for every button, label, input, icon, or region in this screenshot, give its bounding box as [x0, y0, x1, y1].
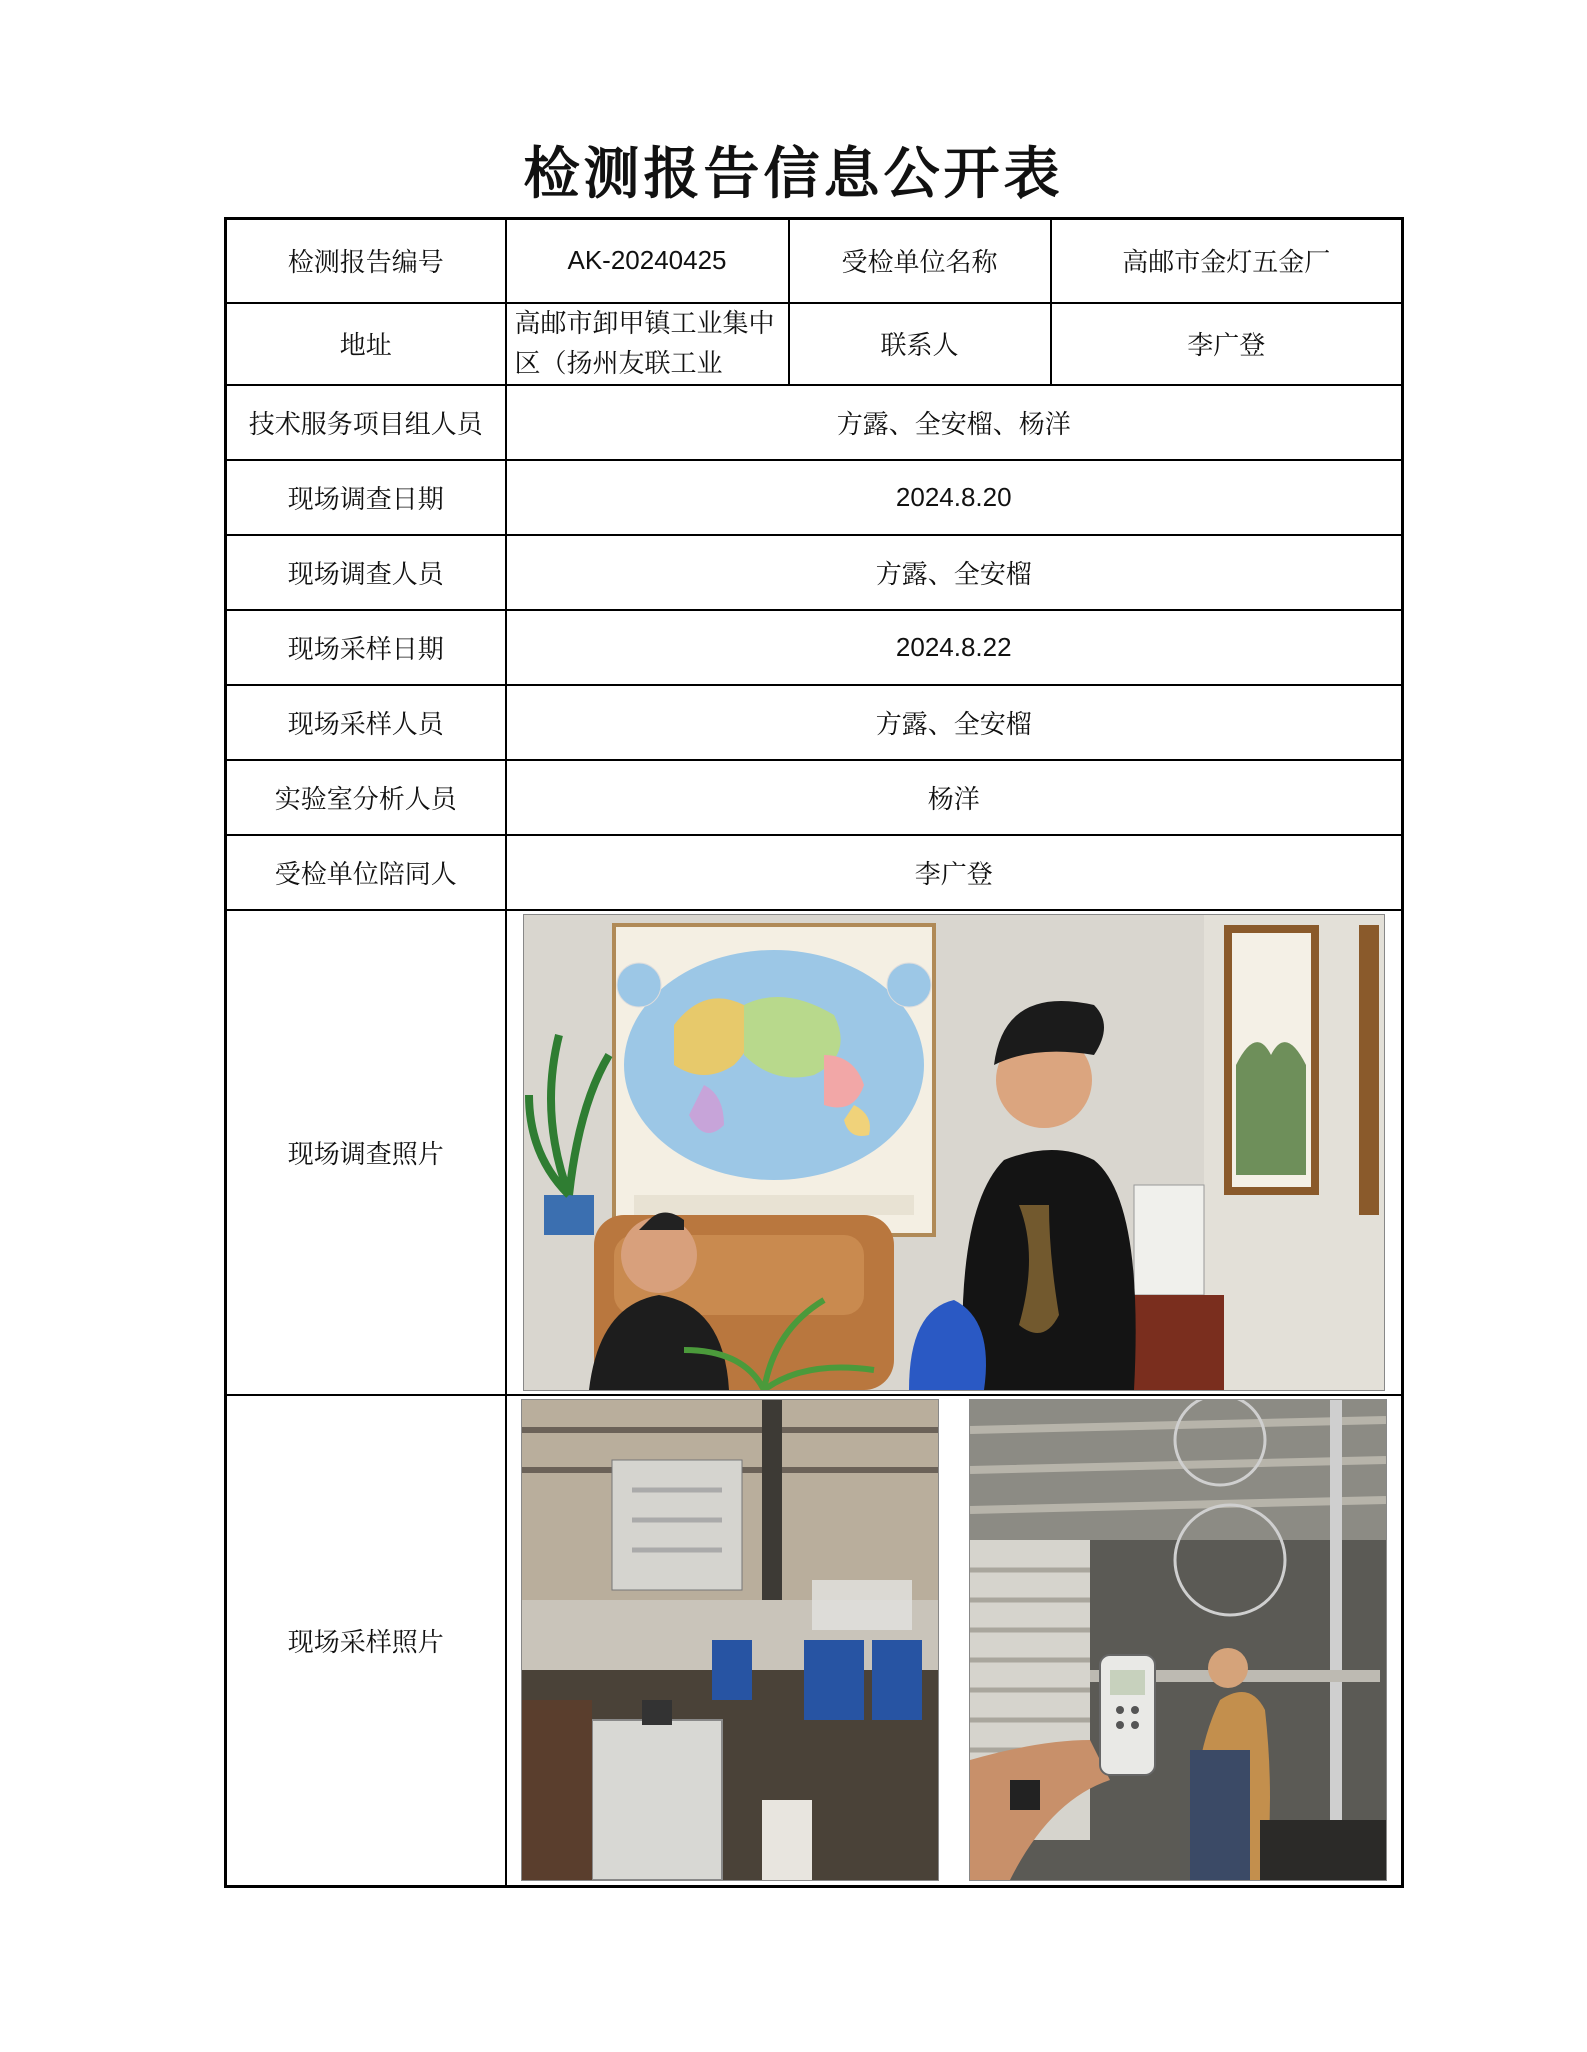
report-table: [224, 217, 1404, 1888]
lab-staff-value: 杨洋: [506, 760, 1403, 835]
sampling-photo-label: 现场采样照片: [226, 1395, 506, 1887]
survey-photo-label: 现场调查照片: [226, 910, 506, 1395]
survey-photo: [523, 914, 1385, 1391]
address-cell: [506, 303, 789, 385]
survey-date-value: 2024.8.20: [506, 460, 1403, 535]
sampling-date-value: 2024.8.22: [506, 610, 1403, 685]
survey-date-label: 现场调查日期: [226, 460, 506, 535]
sampling-photo-left-image: [522, 1400, 938, 1880]
table-row: [226, 685, 1403, 760]
sampling-staff-value: 方露、全安榴: [506, 685, 1403, 760]
lab-staff-label: 实验室分析人员: [226, 760, 506, 835]
table-row: [226, 219, 1403, 303]
report-no-label: 检测报告编号: [226, 219, 506, 303]
team-value: 方露、全安榴、杨洋: [506, 385, 1403, 460]
escort-label: 受检单位陪同人: [226, 835, 506, 910]
contact-value: 李广登: [1051, 303, 1403, 385]
unit-name-value: 高邮市金灯五金厂: [1051, 219, 1403, 303]
sampling-photo-right: [969, 1399, 1387, 1881]
sampling-photo-right-image: [970, 1400, 1386, 1880]
table-row: [226, 760, 1403, 835]
escort-value: 李广登: [506, 835, 1403, 910]
survey-staff-label: 现场调查人员: [226, 535, 506, 610]
survey-staff-value: 方露、全安榴: [506, 535, 1403, 610]
address-value: 高邮市卸甲镇工业集中区（扬州友联工业: [514, 308, 775, 379]
sampling-date-label: 现场采样日期: [226, 610, 506, 685]
sampling-staff-label: 现场采样人员: [226, 685, 506, 760]
page-title: 检测报告信息公开表: [523, 142, 1064, 207]
sampling-photo-left: [521, 1399, 939, 1881]
table-row: [226, 303, 1403, 385]
table-row: [226, 910, 1403, 1395]
table-row: [226, 835, 1403, 910]
address-label: 地址: [226, 303, 506, 385]
table-row: [226, 610, 1403, 685]
table-row: [226, 460, 1403, 535]
table-row: [226, 385, 1403, 460]
unit-name-label: 受检单位名称: [789, 219, 1051, 303]
table-row: [226, 535, 1403, 610]
survey-photo-image: [524, 915, 1384, 1390]
table-row: [226, 1395, 1403, 1887]
sampling-photo-grid: [507, 1399, 1402, 1881]
survey-photo-cell: [506, 910, 1403, 1395]
sampling-photo-cell: [506, 1395, 1403, 1887]
report-no-value: AK-20240425: [506, 219, 789, 303]
team-label: 技术服务项目组人员: [226, 385, 506, 460]
contact-label: 联系人: [789, 303, 1051, 385]
